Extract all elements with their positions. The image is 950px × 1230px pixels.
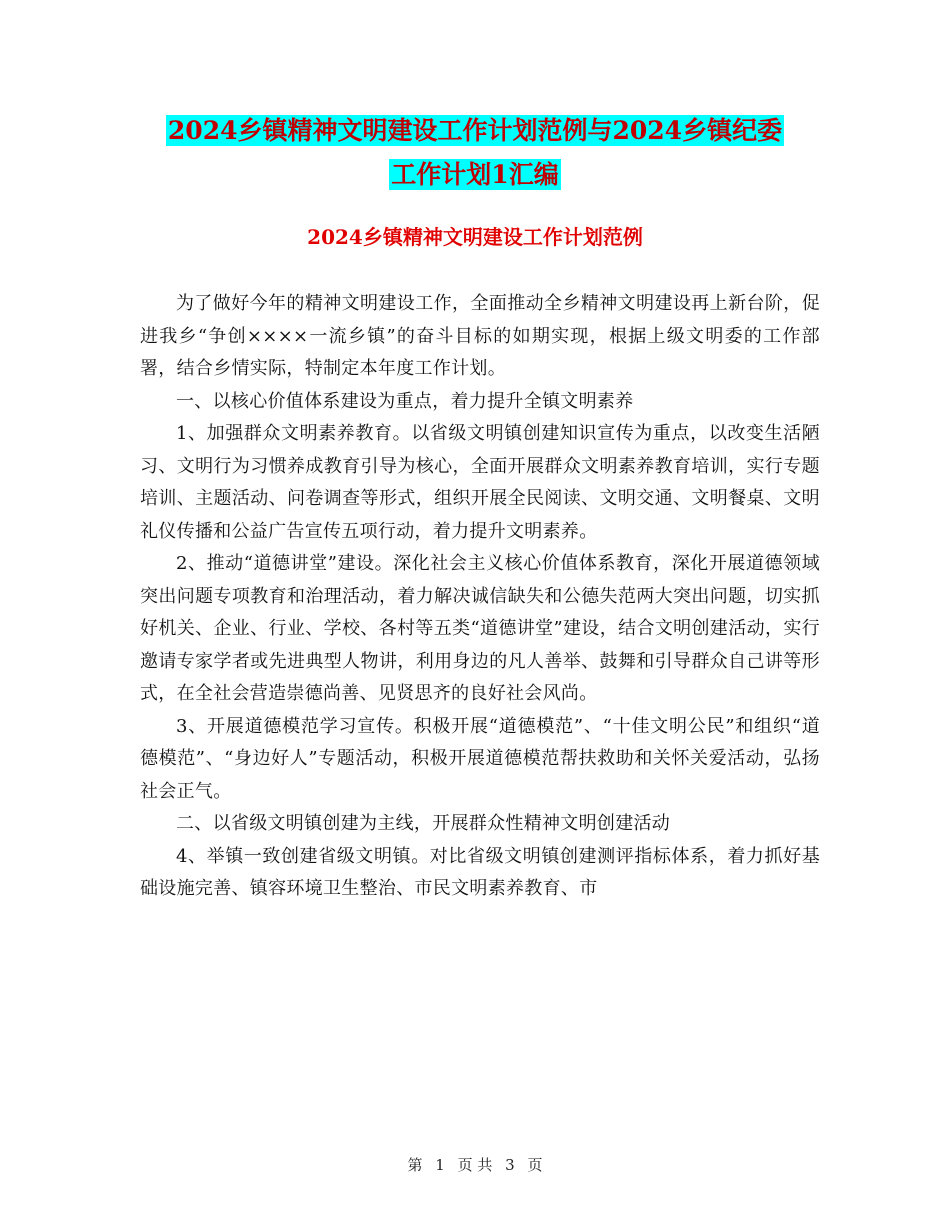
page-footer bbox=[0, 1154, 950, 1175]
footer-total-pages: 3 bbox=[505, 1156, 515, 1174]
paragraph-intro: 为了做好今年的精神文明建设工作，全面推动全乡精神文明建设再上新台阶，促进我乡“争创××××一流乡镇”的奋斗目标的如期实现，根据上级文明委的工作部署，结合乡情实际，特制定本年度工作计划。 bbox=[140, 293, 820, 379]
section-title: 2024乡镇精神文明建设工作计划范例 bbox=[307, 225, 643, 249]
document-body bbox=[140, 288, 820, 906]
footer-suffix: 页 bbox=[527, 1156, 543, 1174]
paragraph-item-2: 2、推动“道德讲堂”建设。深化社会主义核心价值体系教育，深化开展道德领域突出问题专项教育和治理活动，着力解决诚信缺失和公德失范两大突出问题，切实抓好机关、企业、行业、学校、各村等五类“道德讲堂”建设，结合文明创建活动，实行邀请专家学者或先进典型人物讲，利用身边的凡人善举、鼓舞和引导群众自己讲等形式，在全社会营造崇德尚善、见贤思齐的良好社会风尚。 bbox=[140, 553, 820, 704]
footer-prefix: 第 bbox=[407, 1156, 423, 1174]
heading-part-1: 一、以核心价值体系建设为重点，着力提升全镇文明素养 bbox=[176, 390, 634, 412]
document-title-line-2 bbox=[0, 158, 950, 192]
document-title-text-2: 工作计划1汇编 bbox=[391, 160, 559, 189]
paragraph-item-3: 3、开展道德模范学习宣传。积极开展“道德模范”、“十佳文明公民”和组织“道德模范”、“身边好人”专题活动，积极开展道德模范帮扶救助和关怀关爱活动，弘扬社会正气。 bbox=[140, 715, 820, 802]
footer-mid: 页 共 bbox=[457, 1156, 493, 1174]
heading-part-2: 二、以省级文明镇创建为主线，开展群众性精神文明创建活动 bbox=[176, 813, 671, 834]
document-title-line-1 bbox=[0, 114, 950, 148]
paragraph-item-1: 1、加强群众文明素养教育。以省级文明镇创建知识宣传为重点，以改变生活陋习、文明行为习惯养成教育引导为核心，全面开展群众文明素养教育培训，实行专题培训、主题活动、问卷调查等形式，组织开展全民阅读、文明交通、文明餐桌、文明礼仪传播和公益广告宣传五项行动，着力提升文明素养。 bbox=[140, 423, 820, 542]
paragraph-item-4: 4、举镇一致创建省级文明镇。对比省级文明镇创建测评指标体系，着力抓好基础设施完善、镇容环境卫生整治、市民文明素养教育、市 bbox=[140, 845, 820, 899]
footer-current-page: 1 bbox=[435, 1156, 445, 1174]
document-title-text-1: 2024乡镇精神文明建设工作计划范例与2024乡镇纪委 bbox=[167, 116, 783, 145]
